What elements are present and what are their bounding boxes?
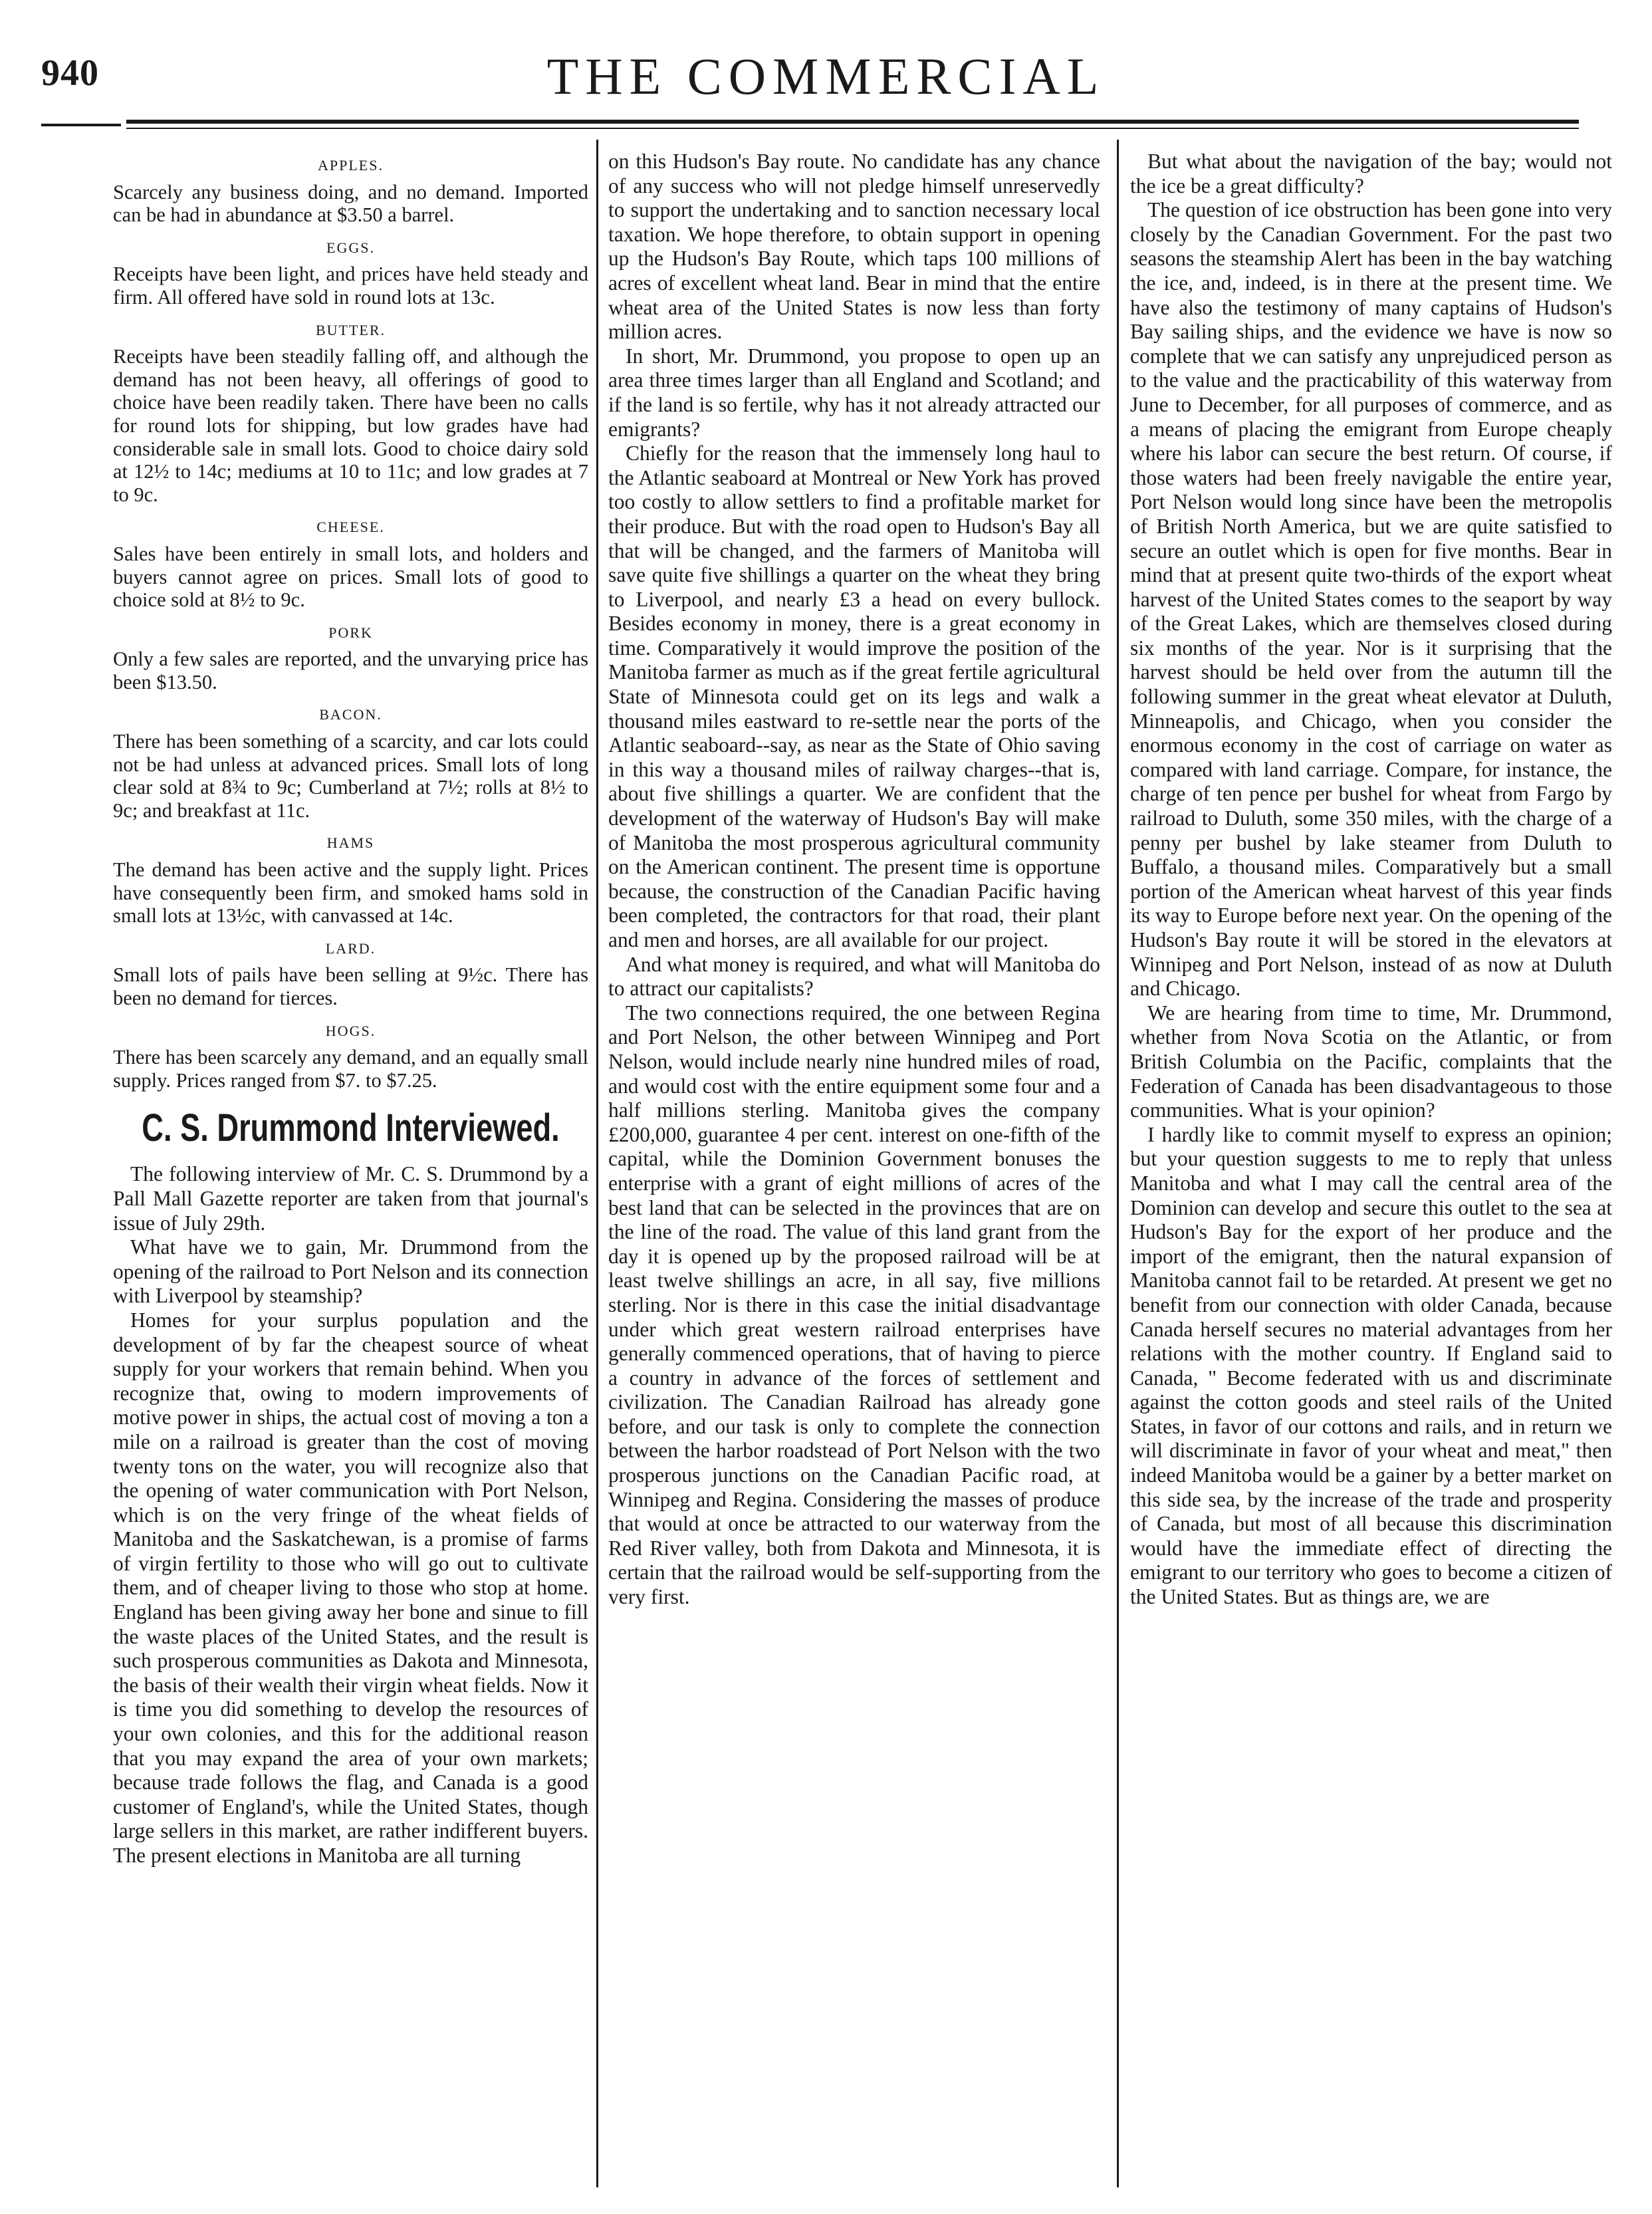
column-1	[113, 150, 588, 2201]
article-paragraph: Homes for your surplus population and the development of by far the cheapest source of wheat supply for your workers that remain behind. When you recognize that, owing to modern improvements of motive power in ships, the actual cost of moving a ton a mile on a railroad is greater than the cost of moving twenty tons on the water, you will recognize also that the opening of water communication with Port Nelson, which is on the very fringe of the wheat fields of Manitoba and the Saskatchewan, is a promise of farms of virgin fertility to those who will go out to cultivate them, and of cheaper living to those who stop at home. England has been giving away her bone and sinue to fill the waste places of the United States, and the result is such prosperous communities as Dakota and Minnesota, the basis of their wealth their virgin wheat fields. Now it is time you did something to develop the resources of your own colonies, and this for the additional reason that you may expand the area of your own markets; because trade follows the flag, and Canada is a good customer of England's, while the United States, though large sellers in this market, are rather indifferent buyers. The present elections in Manitoba are all turning	[113, 1308, 588, 1867]
masthead-title: THE COMMERCIAL	[546, 47, 1106, 105]
market-hams	[113, 831, 588, 927]
article-paragraph: The following interview of Mr. C. S. Drummond by a Pall Mall Gazette reporter are taken from that journal's issue of July 29th.	[113, 1162, 588, 1235]
market-heading: HAMS	[326, 834, 375, 852]
header-rule-thick	[126, 120, 1579, 124]
article-paragraph: In short, Mr. Drummond, you propose to open up an area three times larger than all England and Scotland; and if the land is so fertile, why has it not already attracted our emigrants?	[608, 344, 1100, 441]
market-cheese	[113, 515, 588, 611]
market-reports	[113, 154, 588, 1092]
market-heading: HOGS.	[325, 1022, 376, 1039]
article-paragraph: But what about the navigation of the bay; would not the ice be a great difficulty?	[1130, 150, 1612, 197]
article-paragraph: We are hearing from time to time, Mr. Drummond, whether from Nova Scotia on the Atlantic, or from British Columbia on the Pacific, complaints that the Federation of Canada has been disadvantageous to those communities. What is your opinion?	[1130, 1001, 1612, 1122]
article-paragraph: on this Hudson's Bay route. No candidate has any chance of any success who will not pledge himself unreservedly to support the undertaking and to sanction necessary local taxation. We hope therefore, to obtain support in opening up the Hudson's Bay Route, which taps 100 millions of acres of excellent wheat land. Bear in mind that the entire wheat area of the United States is now less than forty million acres.	[608, 150, 1100, 344]
page-number: 940	[41, 53, 99, 94]
market-heading: EGGS.	[326, 239, 375, 256]
market-heading: CHEESE.	[316, 519, 385, 536]
header-rule-left	[41, 124, 121, 126]
market-bacon	[113, 703, 588, 822]
header-rule-thin	[126, 128, 1579, 129]
column-3	[1130, 150, 1612, 2201]
article-paragraph: And what money is required, and what will Manitoba do to attract our capitalists?	[608, 952, 1100, 1001]
market-heading: APPLES.	[318, 157, 384, 174]
market-text: There has been scarcely any demand, and an equally small supply. Prices ranged from $7. to $7.25.	[113, 1046, 588, 1092]
article-paragraph: I hardly like to commit myself to express an opinion; but your question suggests to me to reply that unless Manitoba and what I may call the central area of the Dominion can develop and secure this outlet to the sea at Hudson's Bay for the export of her produce and the import of the emigrant, then the natural expansion of Manitoba cannot fail to be retarded. At present we get no benefit from our connection with older Canada, because Canada herself secures no material advantages from her relations with the mother country. If England said to Canada, " Become federated with us and discriminate against the cotton goods and steel rails of the United States, in favor of our cottons and rails, and in return we will discriminate in favor of your wheat and meat," then indeed Manitoba would be a gainer by a better market on this side sea, by the increase of the trade and prosperity of Canada, but most of all because this discrimination would have the immediate effect of directing the emigrant to our territory who goes to become a citizen of the United States. But as things are, we are	[1130, 1122, 1612, 1609]
column-divider-1	[596, 140, 598, 2187]
column-divider-2	[1117, 140, 1119, 2187]
market-heading: BACON.	[319, 706, 382, 723]
market-pork	[113, 621, 588, 694]
market-text: The demand has been active and the supply light. Prices have consequently been firm, and smoked hams sold in small lots at 13½c, with canvassed at 14c.	[113, 858, 588, 927]
market-butter	[113, 318, 588, 507]
market-heading: BUTTER.	[315, 321, 386, 338]
article-paragraph: What have we to gain, Mr. Drummond from the opening of the railroad to Port Nelson and its connection with Liverpool by steamship?	[113, 1235, 588, 1308]
column-2	[608, 150, 1100, 2201]
article-paragraph: The two connections required, the one between Regina and Port Nelson, the other between Winnipeg and Port Nelson, would include nearly nine hundred miles of road, and would cost with the entire equipment some four and a half millions sterling. Manitoba gives the company £200,000, guarantee 4 per cent. interest on one-fifth of the capital, while the Dominion Government bonuses the enterprise with a grant of eight millions of acres of the best land that can be selected in the provinces that are on the line of the road. The value of this land grant from the day it is opened up by the proposed railroad will be at least twelve shillings an acre, in all say, five millions sterling. Nor is there in this case the initial disadvantage under which great western railroad enterprises have generally commenced operations, that of having to pierce a country in advance of the forces of settlement and civilization. The Canadian Railroad has already gone before, and our task is only to complete the connection between the harbor roadstead of Port Nelson with the two prosperous junctions on the Canadian Pacific road, at Winnipeg and Regina. Considering the masses of produce that would at once be attracted to our waterway from the Red River valley, both from Dakota and Minnesota, it is certain that the railroad would be self-supporting from the very first.	[608, 1001, 1100, 1609]
market-hogs	[113, 1019, 588, 1092]
market-text: Only a few sales are reported, and the unvarying price has been $13.50.	[113, 648, 588, 693]
market-lard	[113, 937, 588, 1010]
article-paragraph: Chiefly for the reason that the immensely long haul to the Atlantic seaboard at Montreal or New York has proved too costly to allow settlers to find a profitable market for their produce. But with the road open to Hudson's Bay all that will be changed, and the farmers of Manitoba will save quite five shillings a quarter on the wheat they bring to Liverpool, and nearly £3 a head on every bullock. Besides economy in money, there is a great economy in time. Comparatively it would improve the position of the Manitoba farmer as much as if the great fertile agricultural State of Minnesota could get on its legs and walk a thousand miles eastward to re-settle near the ports of the Atlantic seaboard--say, as near as the State of Ohio saving in this way a thousand miles of railway charges--that is, about five shillings a quarter. We are confident that the development of the waterway of Hudson's Bay will make of Manitoba the most prosperous agricultural community on the American continent. The present time is opportune because, the construction of the Canadian Pacific having been completed, the contractors for that road, their plant and men and horses, are all available for our project.	[608, 441, 1100, 951]
market-heading: PORK	[328, 624, 373, 641]
market-apples	[113, 154, 588, 227]
market-text: Receipts have been steadily falling off, and although the demand has not been heavy, all offerings of good to choice have been readily taken. There have been no calls for round lots for shipping, but low grades have had considerable sale in small lots. Good to choice dairy sold at 12½ to 14c; mediums at 10 to 11c; and low grades at 7 to 9c.	[113, 345, 588, 506]
article-title: C. S. Drummond Interviewed.	[142, 1106, 560, 1150]
market-eggs	[113, 236, 588, 309]
market-text: Sales have been entirely in small lots, and holders and buyers cannot agree on prices. Small lots of good to choice sold at 8½ to 9c.	[113, 542, 588, 612]
market-heading: LARD.	[325, 939, 376, 957]
market-text: Scarcely any business doing, and no demand. Imported can be had in abundance at $3.50 a barrel.	[113, 180, 588, 227]
market-text: Small lots of pails have been selling at 9½c. There has been no demand for tierces.	[113, 963, 588, 1009]
market-text: There has been something of a scarcity, and car lots could not be had unless at advanced prices. Small lots of long clear sold at 8¾ to 9c; Cumberland at 7½; rolls at 8½ to 9c; and breakfast at 11c.	[113, 730, 588, 822]
market-text: Receipts have been light, and prices have held steady and firm. All offered have sold in round lots at 13c.	[113, 263, 588, 308]
article-paragraph: The question of ice obstruction has been gone into very closely by the Canadian Government. For the past two seasons the steamship Alert has been in the bay watching the ice, and, indeed, is in there at the present time. We have also the testimony of many captains of Hudson's Bay sailing ships, and the evidence we have is now so complete that we can satisfy any unprejudiced person as to the value and the practicability of this waterway from June to December, for all purposes of commerce, and as a means of placing the emigrant from Europe cheaply where his labor can secure the best return. Of course, if those waters had been freely navigable the entire year, Port Nelson would long since have been the metropolis of British North America, but we are quite satisfied to secure an outlet which is open for five months. Bear in mind that at present quite two-thirds of the export wheat harvest of the United States comes to the seaport by way of the Great Lakes, which are themselves closed during six months of the year. Nor is it surprising that the harvest should be held over from the autumn till the following summer in the great wheat elevator at Duluth, Minneapolis, and Chicago, when you consider the enormous economy in the cost of carriage on water as compared with land carriage. Compare, for instance, the charge of ten pence per bushel for wheat from Fargo by railroad to Duluth, some 350 miles, with the charge of a penny per bushel by lake steamer from Duluth to Buffalo, a thousand miles. Comparatively but a small portion of the American wheat harvest of this year finds its way to Europe before next year. On the opening of the Hudson's Bay route it will be stored in the elevators at Winnipeg and Port Nelson, instead of as now at Duluth and Chicago.	[1130, 198, 1612, 1001]
